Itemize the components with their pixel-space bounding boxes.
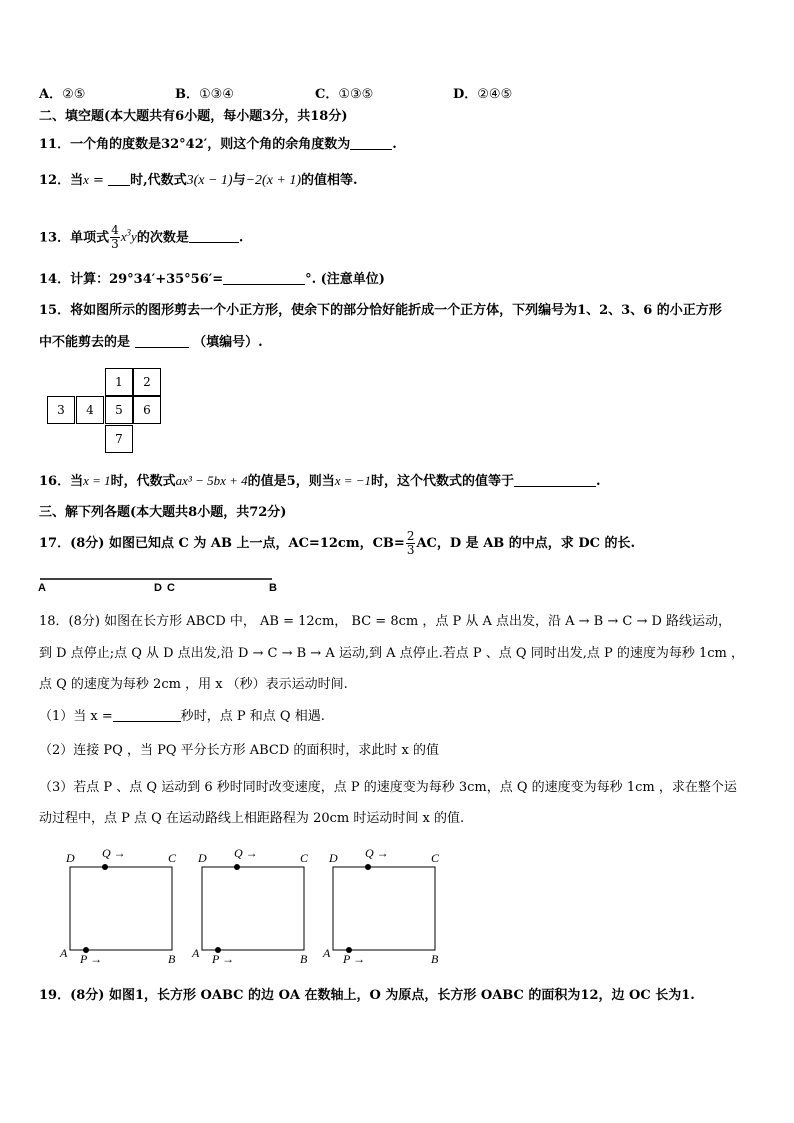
- answer-blank: [514, 472, 596, 487]
- answer-blank: [135, 333, 189, 348]
- section-3-heading: 三、解下列各题(本大题共8小题，共72分): [39, 505, 287, 520]
- choice-d: D．②④⑤: [453, 87, 513, 102]
- answer-blank: [113, 707, 181, 722]
- question-19: 19．(8分) 如图1，长方形 OABC 的边 OA 在数轴上，O 为原点，长方形 OABC 的面积为12，边 OC 长为1.: [39, 988, 695, 1003]
- label-b: B: [168, 952, 176, 966]
- answer-blank: [108, 171, 130, 186]
- question-18-part2: （2）连接 PQ ，当 PQ 平分长方形 ABCD 的面积时，求此时 x 的值: [39, 743, 440, 758]
- answer-blank: [350, 135, 392, 150]
- net-square-4: 4: [76, 396, 104, 424]
- question-16: 16．当x = 1时，代数式ax³ − 5bx + 4的值是5，则当x = −1时，这个代数式的值等于 .: [39, 473, 601, 489]
- choice-c: C．①③⑤: [315, 87, 374, 102]
- rectangle-figure-2: [192, 848, 322, 968]
- fraction: $\frac{2}{3}$: [406, 529, 415, 557]
- label-p: P →: [80, 952, 103, 966]
- net-square-2: 2: [133, 368, 161, 396]
- question-13: 13．单项式 $\frac{4}{3}$ $x^3y$的次数是 .: [39, 223, 244, 252]
- label-a: A: [323, 946, 331, 960]
- section-2-heading: 二、填空题(本大题共有6小题，每小题3分，共18分): [39, 109, 348, 124]
- rectangle-figure-3: [323, 848, 453, 968]
- point-label-a: A: [38, 582, 46, 594]
- choice-a: A．②⑤: [39, 87, 86, 102]
- question-18-line2: 到 D 点停止;点 Q 从 D 点出发,沿 D → C → B → A 运动,到 A 点停止.若点 P 、点 Q 同时出发,点 P 的速度为每秒 1cm ，: [39, 646, 744, 661]
- question-12: 12．当x = 时,代数式3(x − 1)与−2(x + 1)的值相等.: [39, 172, 358, 188]
- question-18-part1: （1）当 x = 秒时，点 P 和点 Q 相遇.: [39, 709, 325, 724]
- label-c: C: [431, 851, 440, 865]
- question-14: 14．计算：29°34′+35°56′= °. (注意单位): [39, 272, 385, 287]
- question-18-part3-line1: （3）若点 P 、点 Q 运动到 6 秒时同时改变速度，点 P 的速度变为每秒 3cm，点 Q 的速度变为每秒 1cm ，求在整个运: [39, 780, 737, 795]
- label-d: D: [198, 851, 207, 865]
- point-label-b: B: [269, 582, 277, 594]
- label-a: A: [192, 946, 200, 960]
- label-q: Q →: [365, 846, 389, 860]
- label-a: A: [60, 946, 68, 960]
- rectangle-figure-1: [60, 848, 190, 968]
- label-c: C: [300, 851, 309, 865]
- question-18-line3: 点 Q 的速度为每秒 2cm ，用 x （秒）表示运动时间.: [39, 677, 348, 692]
- question-17: 17．(8分) 如图已知点 C 为 AB 上一点，AC=12cm，CB= $\frac{2}{3}$ AC，D 是 AB 的中点，求 DC 的长.: [39, 529, 636, 557]
- question-15-line2: 中不能剪去的是 （填编号）.: [39, 335, 263, 350]
- label-c: C: [168, 851, 177, 865]
- choice-b: B．①③④: [175, 87, 234, 102]
- question-18-line1: 18．(8分) 如图在长方形 ABCD 中， AB = 12cm， BC = 8cm ，点 P 从 A 点出发，沿 A → B → C → D 路线运动，: [39, 614, 732, 629]
- label-q: Q →: [234, 846, 258, 860]
- label-d: D: [66, 851, 75, 865]
- net-square-6: 6: [133, 396, 161, 424]
- point-label-c: C: [167, 582, 175, 594]
- net-square-7: 7: [105, 425, 133, 453]
- label-b: B: [431, 952, 439, 966]
- net-square-3: 3: [47, 396, 75, 424]
- question-18-part3-line2: 动过程中，点 P 点 Q 在运动路线上相距路程为 20cm 时运动时间 x 的值.: [39, 811, 465, 826]
- point-label-d: D: [154, 582, 162, 594]
- answer-blank: [223, 270, 305, 285]
- question-15-line1: 15．将如图所示的图形剪去一个小正方形，使余下的部分恰好能折成一个正方体，下列编号为1、2、3、6 的小正方形: [39, 303, 722, 318]
- net-square-1: 1: [105, 368, 133, 396]
- question-11: 11．一个角的度数是32°42′，则这个角的余角度数为 .: [39, 137, 397, 152]
- fraction: $\frac{4}{3}$: [111, 223, 119, 252]
- label-d: D: [329, 851, 338, 865]
- label-q: Q →: [102, 846, 126, 860]
- answer-blank: [189, 228, 239, 243]
- label-p: P →: [343, 952, 366, 966]
- label-p: P →: [212, 952, 235, 966]
- net-square-5: 5: [105, 396, 133, 424]
- label-b: B: [300, 952, 308, 966]
